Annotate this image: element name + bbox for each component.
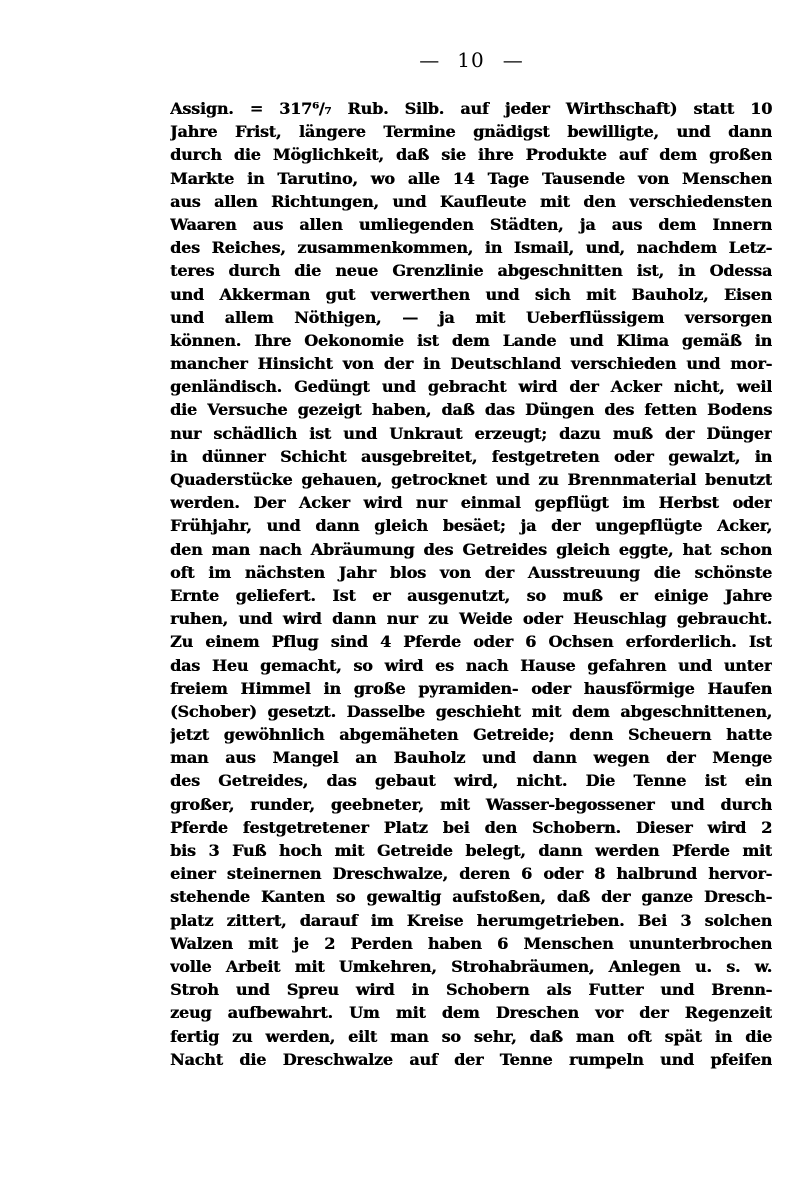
text-line: Stroh und Spreu wird in Schobern als Futter und Brenn- <box>170 980 772 1000</box>
text-line: das Heu gemacht, so wird es nach Hause gefahren und unter <box>170 655 772 675</box>
text-line: Ernte geliefert. Ist er ausgenutzt, so muß er einige Jahre <box>170 585 772 605</box>
text-line: Nacht die Dreschwalze auf der Tenne rumpeln und pfeifen <box>170 1049 772 1069</box>
text-line: Markte in Tarutino, wo alle 14 Tage Tausende von Menschen <box>170 168 772 188</box>
page-body-text <box>170 97 772 1071</box>
text-line: stehende Kanten so gewaltig aufstoßen, daß der ganze Dresch- <box>170 887 772 907</box>
text-line: durch die Möglichkeit, daß sie ihre Produkte auf dem großen <box>170 145 772 165</box>
text-line: oft im nächsten Jahr blos von der Ausstreuung die schönste <box>170 562 772 582</box>
page-number: 10 <box>457 48 485 72</box>
text-line: in dünner Schicht ausgebreitet, festgetreten oder gewalzt, in <box>170 446 772 466</box>
text-line: (Schober) gesetzt. Dasselbe geschieht mit dem abgeschnittenen, <box>170 701 772 721</box>
text-line: die Versuche gezeigt haben, daß das Düngen des fetten Bodens <box>170 400 772 420</box>
text-line: können. Ihre Oekonomie ist dem Lande und Klima gemäß in <box>170 330 772 350</box>
text-line: werden. Der Acker wird nur einmal gepflügt im Herbst oder <box>170 493 772 513</box>
text-line: Waaren aus allen umliegenden Städten, ja aus dem Innern <box>170 214 772 234</box>
text-line: volle Arbeit mit Umkehren, Strohabräumen, Anlegen u. s. w. <box>170 956 772 976</box>
text-line: jetzt gewöhnlich abgemäheten Getreide; denn Scheuern hatte <box>170 725 772 745</box>
text-line: Frühjahr, und dann gleich besäet; ja der ungepflügte Acker, <box>170 516 772 536</box>
text-line: fertig zu werden, eilt man so sehr, daß man oft spät in die <box>170 1026 772 1046</box>
text-line: Pferde festgetretener Platz bei den Schobern. Dieser wird 2 <box>170 817 772 837</box>
header-dash-right: — <box>502 48 523 72</box>
text-line: Quaderstücke gehauen, getrocknet und zu Brennmaterial benutzt <box>170 470 772 489</box>
text-line: Walzen mit je 2 Perden haben 6 Menschen ununterbrochen <box>170 933 772 953</box>
text-line: des Reiches, zusammenkommen, in Ismail, und, nachdem Letz- <box>170 238 772 258</box>
text-line: mancher Hinsicht von der in Deutschland verschieden und mor- <box>170 354 772 374</box>
text-line: Zu einem Pflug sind 4 Pferde oder 6 Ochsen erforderlich. Ist <box>170 632 772 652</box>
text-line: des Getreides, das gebaut wird, nicht. Die Tenne ist ein <box>170 771 772 791</box>
text-line: genländisch. Gedüngt und gebracht wird der Acker nicht, weil <box>170 377 772 397</box>
header-dash-left: — <box>419 48 440 72</box>
text-line: bis 3 Fuß hoch mit Getreide belegt, dann werden Pferde mit <box>170 841 772 860</box>
text-line: platz zittert, darauf im Kreise herumgetrieben. Bei 3 solchen <box>170 910 772 930</box>
text-line: teres durch die neue Grenzlinie abgeschnitten ist, in Odessa <box>170 261 772 281</box>
text-line: man aus Mangel an Bauholz und dann wegen der Menge <box>170 748 772 768</box>
text-line: und allem Nöthigen, — ja mit Ueberflüssigem versorgen <box>170 307 772 327</box>
text-line: und Akkerman gut verwerthen und sich mit Bauholz, Eisen <box>170 284 772 304</box>
text-line: aus allen Richtungen, und Kaufleute mit den verschiedensten <box>170 191 772 211</box>
text-line: freiem Himmel in große pyramiden- oder hausförmige Haufen <box>170 678 772 698</box>
page-header <box>170 48 772 72</box>
text-line: den man nach Abräumung des Getreides gleich eggte, hat schon <box>170 539 772 559</box>
text-line: großer, runder, geebneter, mit Wasser-begossener und durch <box>170 794 772 814</box>
text-line: zeug aufbewahrt. Um mit dem Dreschen vor der Regenzeit <box>170 1003 772 1023</box>
text-line: ruhen, und wird dann nur zu Weide oder Heuschlag gebraucht. <box>170 609 772 629</box>
text-line: Assign. = 317⁶/₇ Rub. Silb. auf jeder Wirthschaft) statt 10 <box>170 99 772 118</box>
text-line: einer steinernen Dreschwalze, deren 6 oder 8 halbrund hervor- <box>170 864 772 884</box>
text-line: Jahre Frist, längere Termine gnädigst bewilligte, und dann <box>170 122 772 142</box>
text-line: nur schädlich ist und Unkraut erzeugt; dazu muß der Dünger <box>170 423 772 443</box>
